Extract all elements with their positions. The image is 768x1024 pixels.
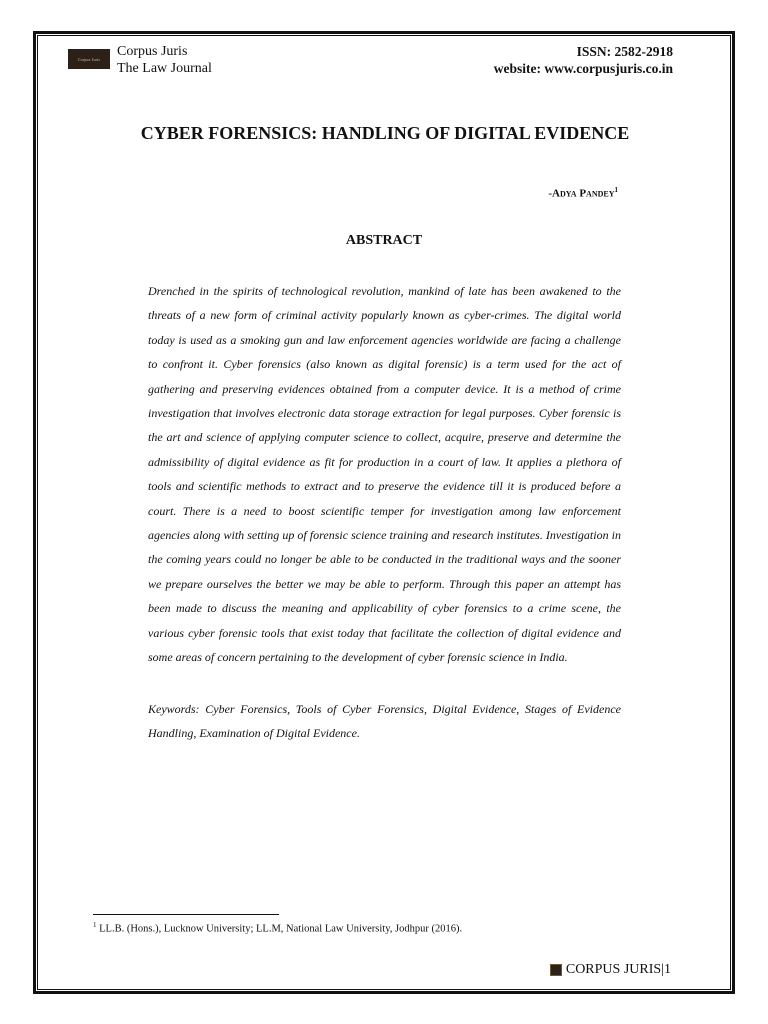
journal-title-block (117, 43, 212, 77)
journal-logo (68, 49, 110, 69)
footer-label: CORPUS JURIS (565, 962, 662, 977)
footer-logo-icon (550, 964, 562, 976)
footnote-divider (93, 914, 279, 915)
journal-info (494, 43, 673, 77)
footer-separator: | (661, 962, 664, 977)
author-name: -Adya Pandey (548, 187, 615, 200)
footnote-text: LL.B. (Hons.), Lucknow University; LL.M, National Law University, Jodhpur (2016). (96, 923, 463, 935)
abstract-heading: ABSTRACT (345, 233, 423, 248)
footnote-mark: 1 (93, 921, 97, 929)
website: website: www.corpusjuris.co.in (493, 61, 673, 76)
issn: ISSN: 2582-2918 (576, 44, 673, 59)
page-footer (550, 962, 671, 978)
journal-subtitle: The Law Journal (117, 61, 212, 76)
author-footnote-mark[interactable]: 1 (614, 186, 618, 194)
journal-name: Corpus Juris (117, 44, 188, 59)
keywords: Keywords: Cyber Forensics, Tools of Cyber Forensics, Digital Evidence, Stages of Evidence Handling, Examination of Digital Evidence. (148, 702, 621, 741)
logo-text: Corpus Juris (77, 56, 101, 62)
page-number: 1 (664, 962, 671, 977)
author-line (548, 186, 618, 200)
footnote (93, 921, 462, 935)
article-title: CYBER FORENSICS: HANDLING OF DIGITAL EVIDENCE (140, 123, 630, 143)
abstract-body: Drenched in the spirits of technological revolution, mankind of late has been awakened to the threats of a new form of criminal activity popularly known as cyber-crimes. The digital world today is used as a smoking gun and law enforcement agencies worldwide are facing a challenge to confront it. Cyber forensics (also known as digital forensic) is a term used for the act of gathering and preserving evidences obtained from a computer device. It is a method of crime investigation that involves electronic data storage extraction for legal purposes. Cyber forensic is the art and science of applying computer science to collect, acquire, preserve and determine the admissibility of digital evidence as fit for production in a court of law. It applies a plethora of tools and scientific methods to extract and to preserve the evidence till it is produced before a court. There is a need to boost scientific temper for investigation among law enforcement agencies along with setting up of forensic science training and research institutes. Investigation in the coming years could no longer be able to be conducted in the traditional ways and the sooner we prepare ourselves the better we may be able to perform. Through this paper an attempt has been made to discuss the meaning and applicability of cyber forensics to a crime scene, the various cyber forensic tools that exist today that facilitate the collection of digital evidence and some areas of concern pertaining to the development of cyber forensic science in India. (148, 284, 621, 665)
journal-header (68, 43, 212, 77)
